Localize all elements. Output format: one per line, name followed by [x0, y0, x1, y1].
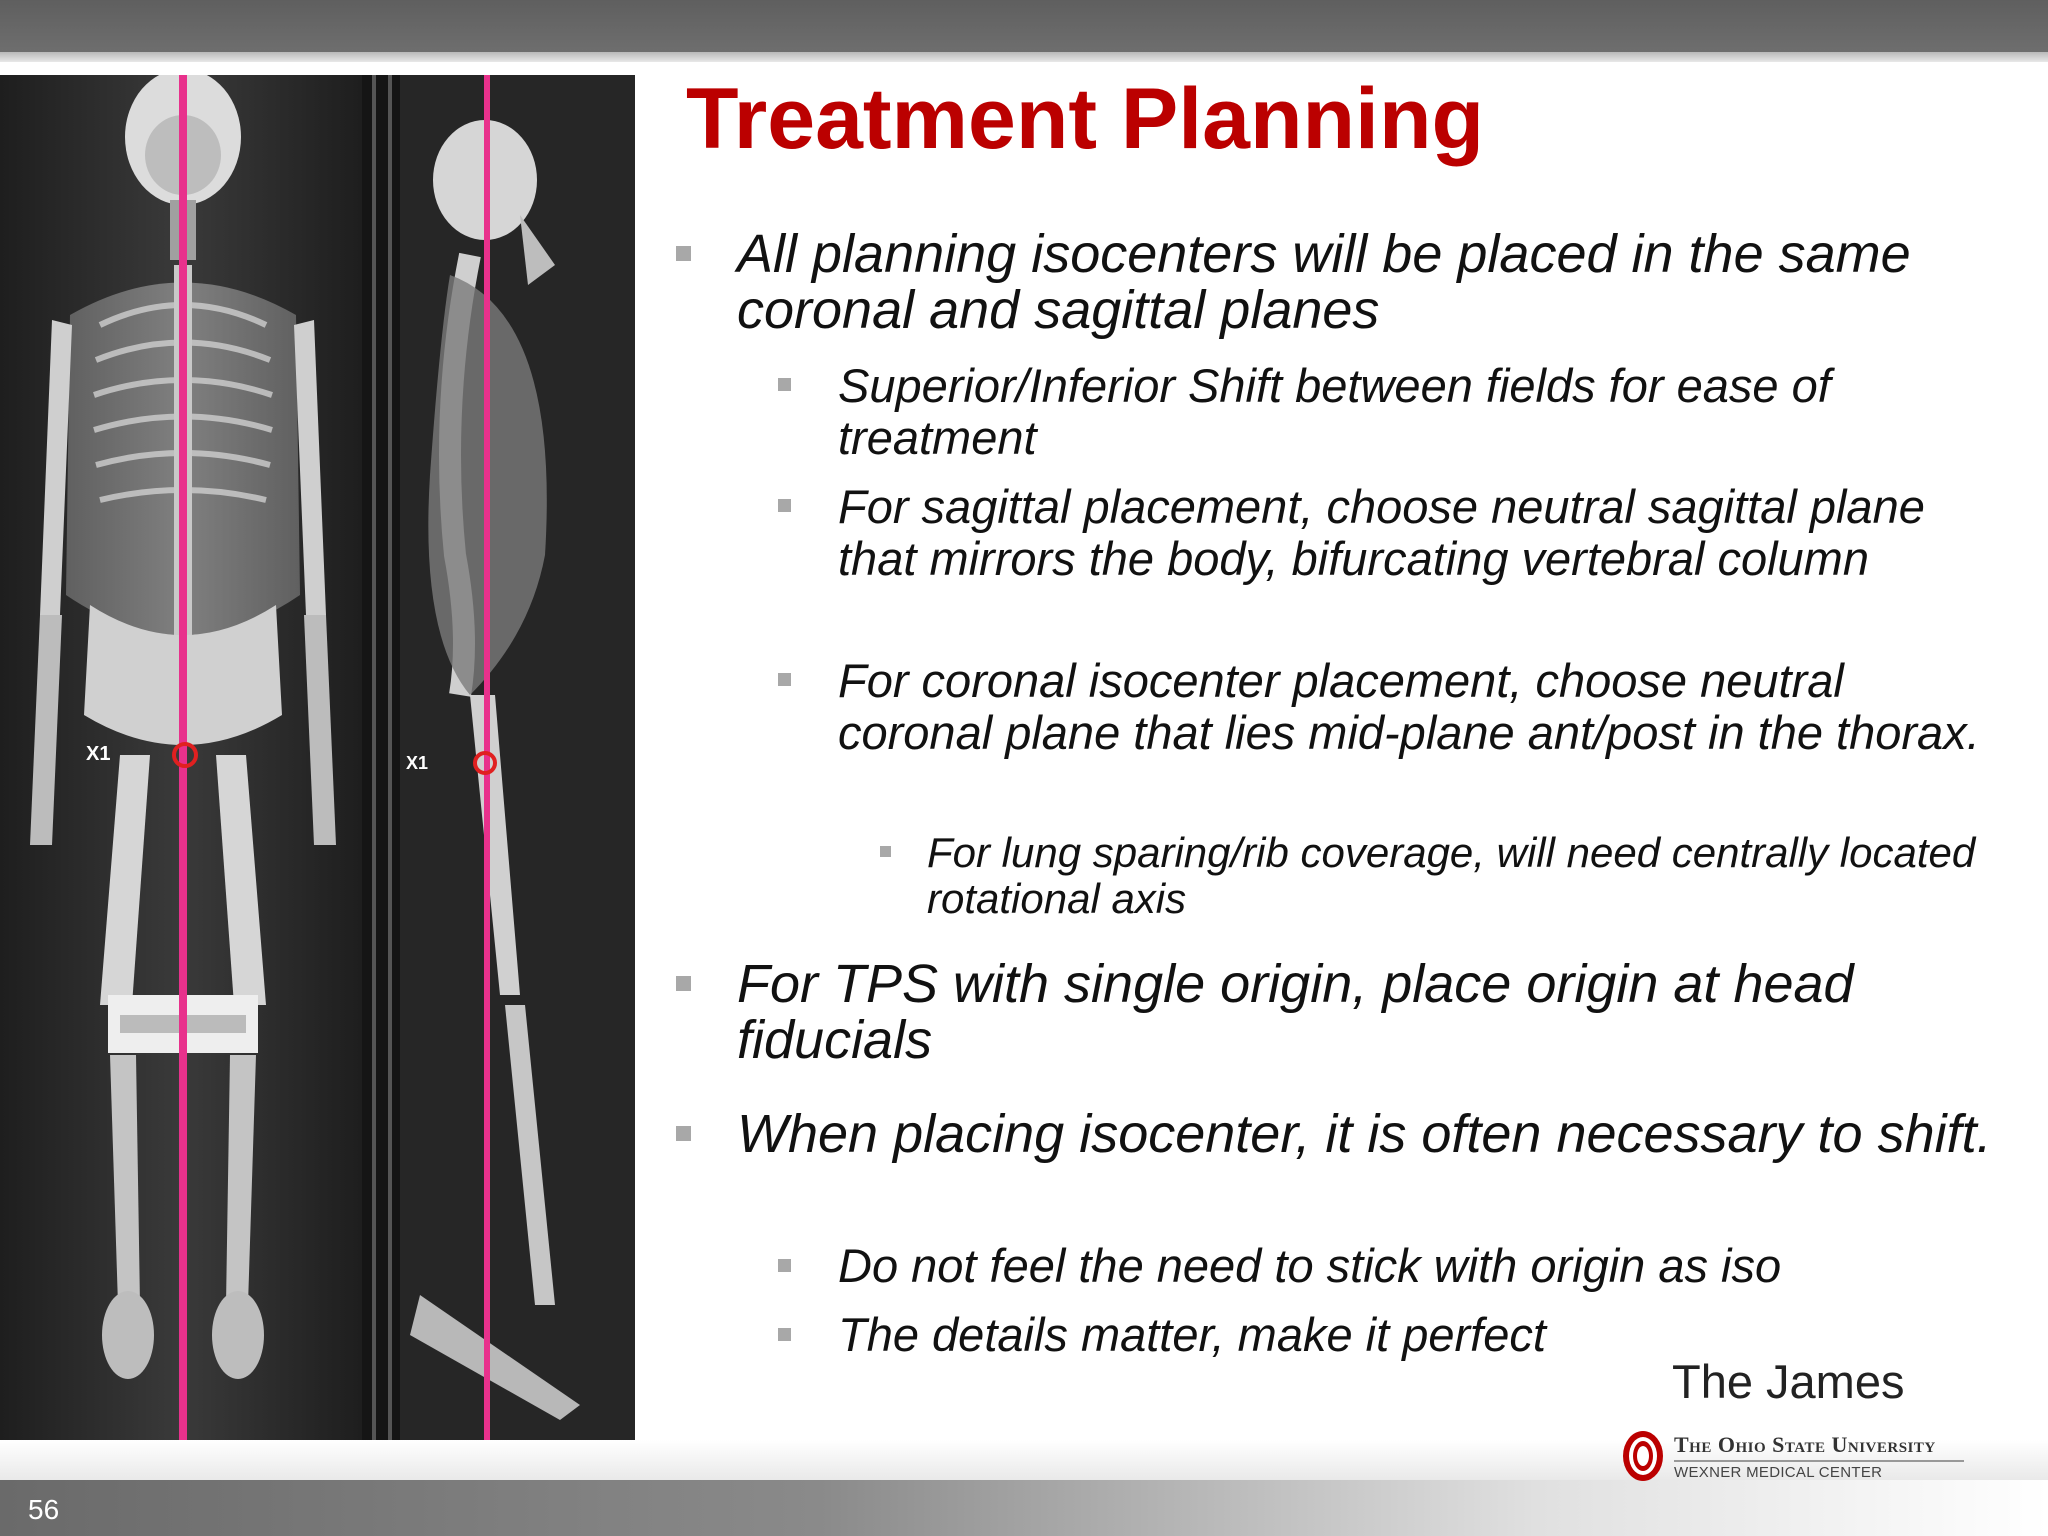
top-banner [0, 0, 2048, 52]
bullet-marker [778, 1328, 791, 1341]
bullet-5: For lung sparing/rib coverage, will need centrally located rotational axis [927, 829, 1976, 922]
bullet-4: For coronal isocenter placement, choose neutral coronal plane that lies mid-plane ant/post in the thorax. [838, 654, 1980, 759]
top-banner-accent [0, 52, 2048, 62]
brand-name: The James [1672, 1355, 1905, 1408]
bullet-marker [778, 378, 791, 391]
page-number: 56 [28, 1494, 60, 1525]
bullet-marker [880, 846, 891, 857]
medical-center-name: WEXNER MEDICAL CENTER [1674, 1464, 1883, 1481]
bullet-6: For TPS with single origin, place origin at head fiducials [737, 954, 1854, 1070]
bullet-marker [676, 246, 691, 261]
bullet-9: The details matter, make it perfect [838, 1308, 1546, 1361]
bullet-7: When placing isocenter, it is often necessary to shift. [737, 1104, 1992, 1164]
university-name: The Ohio State University [1674, 1432, 1936, 1457]
bullet-marker [676, 976, 691, 991]
logo-divider [1674, 1460, 1964, 1462]
bullet-marker [778, 499, 791, 512]
xray-image-panel [0, 75, 635, 1447]
footer-banner [0, 1480, 2048, 1536]
marker-label-frontal: X1 [86, 743, 111, 765]
bullet-1: All planning isocenters will be placed in the same coronal and sagittal planes [737, 224, 1911, 340]
slide-title: Treatment Planning [686, 71, 1485, 167]
bullet-2: Superior/Inferior Shift between fields for ease of treatment [838, 359, 1831, 464]
bullet-8: Do not feel the need to stick with origin as iso [838, 1239, 1782, 1292]
osu-block-o-logo [1620, 1428, 1666, 1484]
bullet-3: For sagittal placement, choose neutral sagittal plane that mirrors the body, bifurcating vertebral column [838, 480, 1925, 585]
marker-label-lateral: X1 [406, 753, 429, 773]
xray-image [0, 75, 635, 1447]
bullet-marker [778, 1259, 791, 1272]
bullet-marker [676, 1126, 691, 1141]
bullet-marker [778, 673, 791, 686]
